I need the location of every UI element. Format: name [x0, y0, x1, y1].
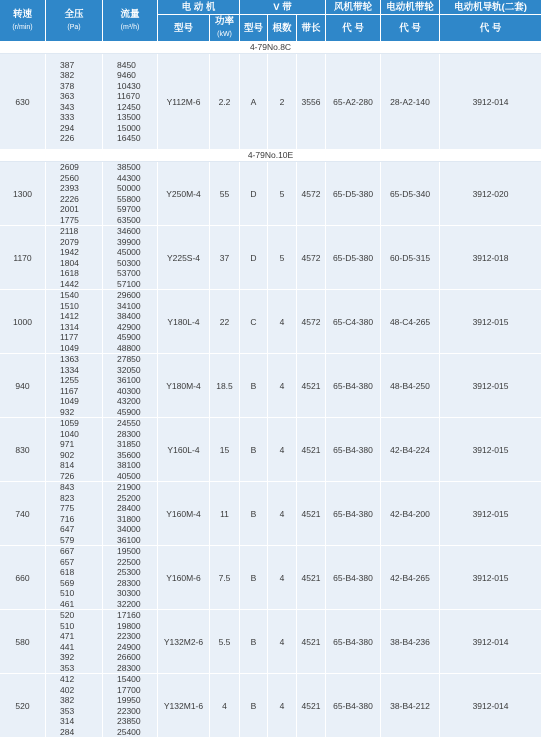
- belt-model-cell: A: [240, 54, 268, 150]
- pressure-cell: 843 823 775 716 647 579: [46, 482, 103, 546]
- flow-cell: 38500 44300 50000 55800 59700 63500: [103, 162, 158, 226]
- motor-model-cell: Y160M-6: [158, 546, 210, 610]
- motor-model-cell: Y132M1-6: [158, 674, 210, 738]
- belt-model-cell: B: [240, 354, 268, 418]
- belt-count-cell: 4: [268, 290, 297, 354]
- flow-cell: 19500 22500 25300 28300 30300 32200: [103, 546, 158, 610]
- motor-power-cell: 11: [210, 482, 240, 546]
- motor-model-cell: Y132M2-6: [158, 610, 210, 674]
- motor-model-cell: Y112M-6: [158, 54, 210, 150]
- table-row: [0, 418, 541, 482]
- fan-pulley-cell: 65-A2-280: [326, 54, 381, 150]
- pressure-cell: 667 657 618 569 510 461: [46, 546, 103, 610]
- motor-power-cell: 4: [210, 674, 240, 738]
- header-rail: 电动机导轨(二套): [440, 0, 541, 15]
- table-row: [0, 226, 541, 290]
- belt-count-cell: 5: [268, 226, 297, 290]
- header-motor-power: 功率 (kW): [210, 15, 240, 42]
- header-flow: 流量 (m³/h): [103, 0, 158, 42]
- belt-count-cell: 4: [268, 610, 297, 674]
- motor-model-cell: Y180L-4: [158, 290, 210, 354]
- motor-pulley-cell: 42-B4-200: [381, 482, 440, 546]
- belt-length-cell: 4521: [297, 354, 326, 418]
- motor-model-cell: Y250M-4: [158, 162, 210, 226]
- rail-cell: 3912-015: [440, 482, 541, 546]
- pressure-cell: 1540 1510 1412 1314 1177 1049: [46, 290, 103, 354]
- belt-length-cell: 4521: [297, 674, 326, 738]
- rail-cell: 3912-014: [440, 54, 541, 150]
- motor-pulley-cell: 60-D5-315: [381, 226, 440, 290]
- speed-cell: 580: [0, 610, 46, 674]
- belt-model-cell: B: [240, 482, 268, 546]
- motor-power-cell: 15: [210, 418, 240, 482]
- header-fan-pulley-code: 代 号: [326, 15, 381, 42]
- fan-pulley-cell: 65-B4-380: [326, 546, 381, 610]
- fan-pulley-cell: 65-B4-380: [326, 418, 381, 482]
- header-belt-model: 型号: [240, 15, 268, 42]
- belt-count-cell: 4: [268, 354, 297, 418]
- speed-cell: 520: [0, 674, 46, 738]
- pressure-cell: 1363 1334 1255 1167 1049 932: [46, 354, 103, 418]
- motor-power-cell: 2.2: [210, 54, 240, 150]
- motor-power-cell: 22: [210, 290, 240, 354]
- fan-pulley-cell: 65-D5-380: [326, 162, 381, 226]
- rail-cell: 3912-020: [440, 162, 541, 226]
- header-motor-model: 型号: [158, 15, 210, 42]
- belt-model-cell: D: [240, 162, 268, 226]
- belt-length-cell: 4572: [297, 162, 326, 226]
- section-title-row: [0, 150, 541, 162]
- header-belt-count: 根数: [268, 15, 297, 42]
- fan-pulley-cell: 65-B4-380: [326, 354, 381, 418]
- belt-length-cell: 4521: [297, 482, 326, 546]
- belt-count-cell: 4: [268, 482, 297, 546]
- motor-power-cell: 18.5: [210, 354, 240, 418]
- table-row: [0, 674, 541, 738]
- speed-cell: 1300: [0, 162, 46, 226]
- header-belt-length: 带长: [297, 15, 326, 42]
- motor-pulley-cell: 48-C4-265: [381, 290, 440, 354]
- motor-model-cell: Y160M-4: [158, 482, 210, 546]
- belt-length-cell: 3556: [297, 54, 326, 150]
- pressure-cell: 1059 1040 971 902 814 726: [46, 418, 103, 482]
- speed-cell: 1170: [0, 226, 46, 290]
- rail-cell: 3912-015: [440, 354, 541, 418]
- motor-pulley-cell: 42-B4-224: [381, 418, 440, 482]
- belt-model-cell: B: [240, 546, 268, 610]
- motor-pulley-cell: 38-B4-212: [381, 674, 440, 738]
- pressure-cell: 387 382 378 363 343 333 294 226: [46, 54, 103, 150]
- motor-power-cell: 37: [210, 226, 240, 290]
- belt-count-cell: 2: [268, 54, 297, 150]
- table-body: [0, 42, 541, 738]
- motor-pulley-cell: 48-B4-250: [381, 354, 440, 418]
- fan-pulley-cell: 65-B4-380: [326, 610, 381, 674]
- pressure-cell: 520 510 471 441 392 353: [46, 610, 103, 674]
- header-fan-pulley: 风机带轮: [326, 0, 381, 15]
- motor-model-cell: Y180M-4: [158, 354, 210, 418]
- header-pressure: 全压 (Pa): [46, 0, 103, 42]
- speed-cell: 830: [0, 418, 46, 482]
- fan-pulley-cell: 65-B4-380: [326, 482, 381, 546]
- rail-cell: 3912-015: [440, 290, 541, 354]
- flow-cell: 34600 39900 45000 50300 53700 57100: [103, 226, 158, 290]
- pressure-cell: 2118 2079 1942 1804 1618 1442: [46, 226, 103, 290]
- table-row: [0, 54, 541, 150]
- belt-count-cell: 4: [268, 546, 297, 610]
- flow-cell: 17160 19800 22300 24900 26600 28300: [103, 610, 158, 674]
- table-row: [0, 354, 541, 418]
- table-row: [0, 546, 541, 610]
- fan-pulley-cell: 65-B4-380: [326, 674, 381, 738]
- motor-pulley-cell: 28-A2-140: [381, 54, 440, 150]
- belt-model-cell: D: [240, 226, 268, 290]
- speed-cell: 740: [0, 482, 46, 546]
- rail-cell: 3912-015: [440, 418, 541, 482]
- belt-model-cell: B: [240, 418, 268, 482]
- speed-cell: 630: [0, 54, 46, 150]
- motor-power-cell: 7.5: [210, 546, 240, 610]
- motor-pulley-cell: 38-B4-236: [381, 610, 440, 674]
- belt-count-cell: 4: [268, 418, 297, 482]
- motor-model-cell: Y160L-4: [158, 418, 210, 482]
- header-motor-pulley: 电动机带轮: [381, 0, 440, 15]
- rail-cell: 3912-015: [440, 546, 541, 610]
- belt-model-cell: B: [240, 610, 268, 674]
- section-title: 4-79No.10E: [0, 150, 541, 162]
- rail-cell: 3912-014: [440, 674, 541, 738]
- motor-power-cell: 5.5: [210, 610, 240, 674]
- fan-pulley-cell: 65-D5-380: [326, 226, 381, 290]
- motor-pulley-cell: 65-D5-340: [381, 162, 440, 226]
- flow-cell: 24550 28300 31850 35600 38100 40500: [103, 418, 158, 482]
- flow-cell: 29600 34100 38400 42900 45900 48800: [103, 290, 158, 354]
- section-title: 4-79No.8C: [0, 42, 541, 54]
- table-row: [0, 610, 541, 674]
- flow-cell: 15400 17700 19950 22300 23850 25400: [103, 674, 158, 738]
- header-motor-pulley-code: 代 号: [381, 15, 440, 42]
- pressure-cell: 2609 2560 2393 2226 2001 1775: [46, 162, 103, 226]
- header-vbelt: V 带: [240, 0, 326, 15]
- belt-model-cell: B: [240, 674, 268, 738]
- belt-count-cell: 5: [268, 162, 297, 226]
- belt-model-cell: C: [240, 290, 268, 354]
- rail-cell: 3912-018: [440, 226, 541, 290]
- header-motor: 电 动 机: [158, 0, 240, 15]
- motor-power-cell: 55: [210, 162, 240, 226]
- belt-length-cell: 4521: [297, 610, 326, 674]
- motor-model-cell: Y225S-4: [158, 226, 210, 290]
- belt-length-cell: 4572: [297, 226, 326, 290]
- fan-pulley-cell: 65-C4-380: [326, 290, 381, 354]
- flow-cell: 21900 25200 28400 31800 34000 36100: [103, 482, 158, 546]
- flow-cell: 8450 9460 10430 11670 12450 13500 15000 16450: [103, 54, 158, 150]
- table-row: [0, 290, 541, 354]
- header-speed: 转速 (r/min): [0, 0, 46, 42]
- flow-cell: 27850 32050 36100 40300 43200 45900: [103, 354, 158, 418]
- header-rail-code: 代 号: [440, 15, 541, 42]
- belt-count-cell: 4: [268, 674, 297, 738]
- table-row: [0, 162, 541, 226]
- table-row: [0, 482, 541, 546]
- belt-length-cell: 4521: [297, 546, 326, 610]
- speed-cell: 1000: [0, 290, 46, 354]
- table-header: [0, 0, 541, 42]
- section-title-row: [0, 42, 541, 54]
- rail-cell: 3912-014: [440, 610, 541, 674]
- belt-length-cell: 4521: [297, 418, 326, 482]
- motor-pulley-cell: 42-B4-265: [381, 546, 440, 610]
- belt-length-cell: 4572: [297, 290, 326, 354]
- speed-cell: 940: [0, 354, 46, 418]
- speed-cell: 660: [0, 546, 46, 610]
- pressure-cell: 412 402 382 353 314 284: [46, 674, 103, 738]
